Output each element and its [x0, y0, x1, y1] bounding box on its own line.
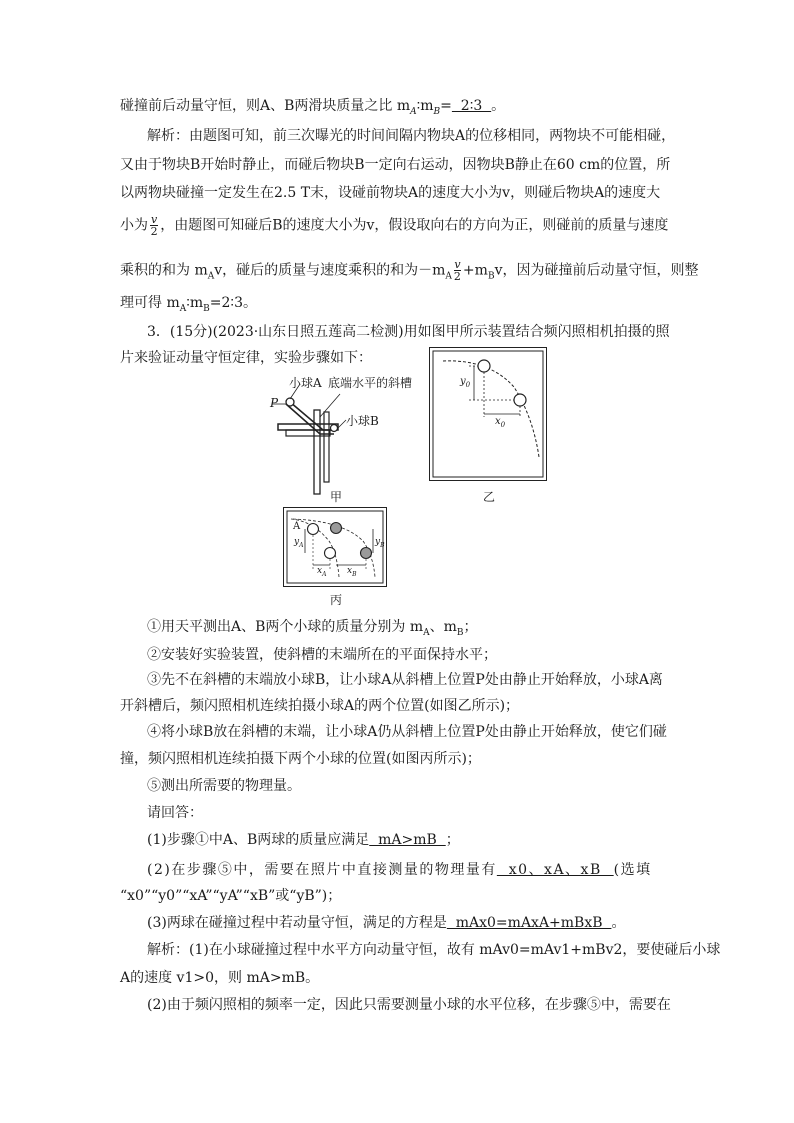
figure-jia: [268, 372, 418, 502]
text: 乘积的和为 m: [120, 262, 208, 279]
text: ∶m: [186, 295, 204, 311]
apparatus-diagram: [268, 372, 418, 502]
text: 理可得 m: [120, 295, 180, 311]
label-xb: $x_B$: [347, 566, 357, 578]
label-ya: $y_A$: [294, 537, 304, 549]
label-chute: 底端水平的斜槽: [328, 376, 413, 390]
trajectory-diagram: [429, 347, 547, 481]
text: +m: [462, 262, 488, 279]
answer-1: (1)步骤①中A、B两球的质量应满足 mA>mB ；: [147, 832, 460, 848]
step-5: ⑤测出所需要的物理量。: [147, 778, 301, 794]
label-a: A: [293, 521, 301, 532]
answer-blank: mA>mB: [369, 832, 446, 848]
subscript: A: [410, 106, 417, 117]
label-ball-b: 小球B: [346, 414, 379, 428]
text-line: 片来验证动量守恒定律，实验步骤如下：: [120, 350, 372, 366]
step-2: ②安装好实验装置，使斜槽的末端所在的平面保持水平；: [147, 647, 497, 663]
text: 。: [491, 98, 506, 114]
text-line: A的速度 v1>0，则 mA>mB。: [120, 970, 320, 986]
text-line: 以两物块碰撞一定发生在2.5 T末，设碰前物块A的速度大小为v，则碰后物块A的速度大: [120, 185, 661, 201]
subscript: A: [207, 271, 215, 282]
text-line: 又由于物块B开始时静止，而碰后物块B一定向右运动，因物块B静止在60 cm的位置，所: [120, 157, 671, 173]
text: ，由题图可知碰后B的速度大小为v，假设取向右的方向为正，则碰前的质量与速度: [160, 217, 669, 234]
text: =: [440, 98, 452, 114]
figure-bing: [283, 507, 387, 587]
text-line: 解析：由题图可知，前三次曝光的时间间隔内物块A的位移相同，两物块不可能相碰，: [147, 128, 676, 144]
solution-line: 解析：(1)在小球碰撞过程中水平方向动量守恒，故有 mAv0=mAv1+mBv2，要使碰后小球: [147, 942, 721, 958]
label-xa: $x_A$: [317, 566, 327, 578]
subscript: B: [487, 271, 495, 282]
text: 碰撞前后动量守恒，则A、B两滑块质量之比 m: [120, 98, 411, 114]
text-line: 撞，频闪照相机连续拍摄下两个小球的位置(如图丙所示)；: [120, 751, 481, 767]
subscript: B: [203, 303, 210, 314]
answer-blank: mAx0=mAxA+mBxB: [446, 915, 612, 931]
solution-line: (2)由于频闪照相的频率一定，因此只需要测量小球的水平位移，在步骤⑤中，需要在: [147, 997, 671, 1013]
figure-caption: 丙: [330, 593, 343, 607]
figure-caption: 甲: [330, 490, 343, 504]
fraction-denominator: 2: [453, 270, 461, 283]
answer-2: (2)在步骤⑤中，需要在照片中直接测量的物理量有 x0、xA、xB (选填: [147, 862, 652, 878]
text-line: “x0”“y0”“xA”“yA”“xB”或“yB”)；: [120, 888, 342, 904]
text: 小为: [120, 217, 148, 234]
question-heading: 3．(15分)(2023·山东日照五莲高二检测)用如图甲所示装置结合频闪照相机拍摄的照: [147, 324, 670, 340]
step-4: ④将小球B放在斜槽的末端，让小球A仍从斜槽上位置P处由静止开始释放，使它们碰: [147, 724, 667, 740]
text-line: [120, 259, 698, 286]
fraction: [150, 214, 158, 237]
answer-blank: 2∶3: [451, 98, 492, 114]
fraction-denominator: 2: [150, 225, 158, 238]
figure-caption: 乙: [483, 490, 496, 504]
label-yb: $y_B$: [375, 537, 385, 549]
label-x0: $x_0$: [495, 416, 506, 429]
answer-blank: x0、xA、xB: [496, 862, 614, 878]
subscript: A: [445, 271, 452, 282]
text: v，因为碰撞前后动量守恒，则整: [494, 262, 699, 279]
figure-yi: [429, 347, 547, 481]
step-1: ①用天平测出A、B两个小球的质量分别为 $m_A$、$m_B$；: [147, 619, 478, 638]
text-line: [120, 293, 257, 319]
prompt-label: 请回答：: [147, 805, 203, 821]
fraction: [454, 259, 461, 282]
text: v，碰后的质量与速度乘积的和为－m: [214, 262, 446, 279]
text-line: 开斜槽后，频闪照相机连续拍摄小球A的两个位置(如图乙所示)；: [120, 698, 520, 714]
label-p: P: [270, 396, 279, 410]
subscript: B: [433, 106, 441, 117]
fraction-numerator: v: [454, 258, 461, 271]
text-line: [120, 96, 505, 122]
label-y0: $y_0$: [460, 376, 471, 389]
text-line: [120, 214, 668, 237]
fraction-numerator: v: [151, 213, 158, 226]
subscript: A: [179, 303, 187, 314]
text: =2∶3。: [209, 295, 257, 311]
answer-3: (3)两球在碰撞过程中若动量守恒，满足的方程是 mAx0=mAxA+mBxB 。: [147, 915, 626, 931]
label-ball-a: 小球A: [289, 376, 322, 390]
step-3: ③先不在斜槽的末端放小球B，让小球A从斜槽上位置P处由静止开始释放，小球A离: [147, 672, 663, 688]
text: ∶m: [416, 98, 434, 114]
